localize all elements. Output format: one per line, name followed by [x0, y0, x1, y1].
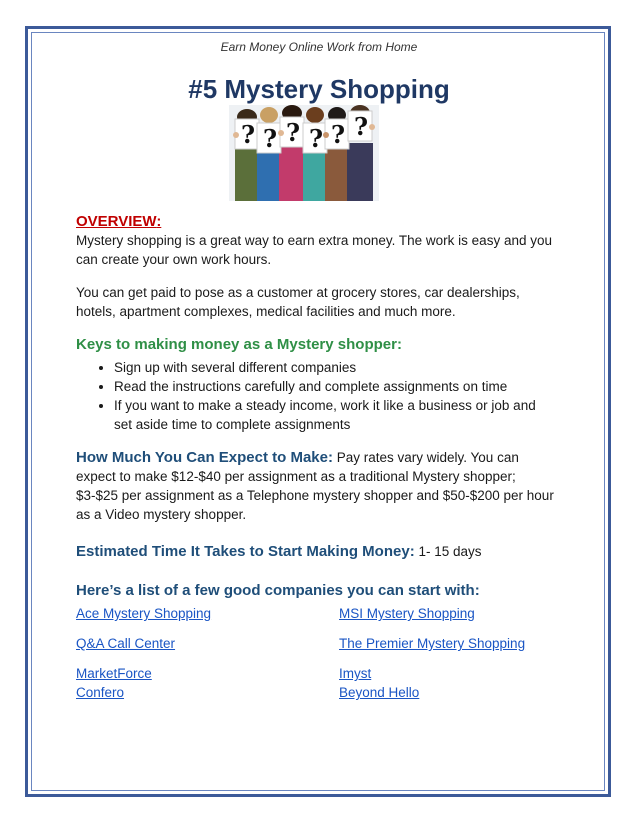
keys-list [76, 358, 556, 434]
expect-heading: How Much You Can Expect to Make: [76, 449, 333, 466]
overview-paragraph-2: You can get paid to pose as a customer at grocery stores, car dealerships, hotels, apartment complexes, medical facilities and much more. [76, 285, 520, 319]
svg-text:?: ? [241, 120, 256, 149]
time-section [76, 542, 556, 561]
company-link-beyond-hello[interactable]: Beyond Hello [339, 685, 420, 700]
overview-colon: : [156, 213, 162, 230]
companies-list [76, 604, 556, 702]
svg-text:?: ? [286, 118, 301, 147]
keys-list-item: • Read the instructions carefully and complete assignments on time [114, 377, 556, 396]
company-link-msi[interactable]: MSI Mystery Shopping [339, 606, 475, 621]
svg-text:?: ? [354, 112, 369, 141]
svg-text:?: ? [309, 124, 324, 153]
expect-section [76, 448, 556, 524]
svg-text:?: ? [263, 124, 278, 153]
page-header: Earn Money Online Work from Home [220, 40, 418, 54]
overview-paragraph-1: Mystery shopping is a great way to earn extra money. The work is easy and you can create your own work hours. [76, 233, 552, 267]
overview-heading: OVERVIEW [76, 213, 157, 230]
company-link-imyst[interactable]: Imyst [339, 666, 372, 681]
companies-heading: Here’s a list of a few good companies you can start with: [76, 582, 480, 599]
time-text: 1- 15 days [414, 544, 482, 559]
company-link-ace[interactable]: Ace Mystery Shopping [76, 606, 212, 621]
keys-list-item: • If you want to make a steady income, work it like a business or job and set aside time to complete assignments [114, 396, 556, 434]
spacer [76, 269, 556, 283]
mystery-people-photo [229, 105, 379, 201]
question-mark-people-image [229, 105, 379, 201]
svg-text:?: ? [331, 120, 346, 149]
time-heading: Estimated Time It Takes to Start Making Money: [76, 543, 415, 560]
company-link-premier[interactable]: The Premier Mystery Shopping [339, 636, 526, 651]
overview-heading-line [76, 212, 556, 231]
company-link-marketforce[interactable]: MarketForce [76, 666, 152, 681]
expect-text: Pay rates vary widely. You can expect to make $12-$40 per assignment as a traditional Mystery shopper; $3-$25 per assignment as a Telephone mystery shopper and $50-$200 per hour as a Video mystery shopper. [76, 450, 554, 522]
company-link-confero[interactable]: Confero [76, 685, 125, 700]
company-link-qa[interactable]: Q&A Call Center [76, 636, 176, 651]
keys-heading: Keys to making money as a Mystery shopper: [76, 336, 402, 353]
main-content [76, 212, 556, 702]
keys-list-item: • Sign up with several different companies [114, 358, 556, 377]
page-title: #5 Mystery Shopping [188, 74, 450, 104]
